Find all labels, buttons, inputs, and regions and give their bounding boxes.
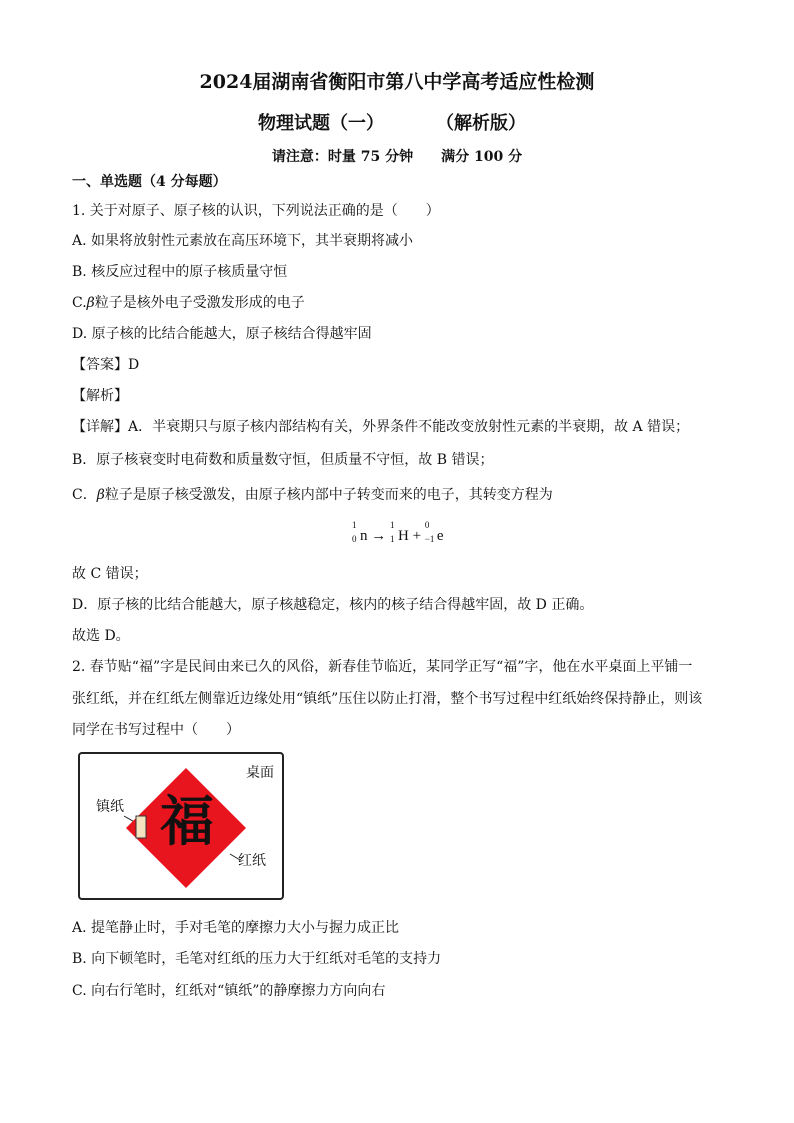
option-c-prefix: C. [72, 295, 87, 311]
question-1-option-a: A. 如果将放射性元素放在高压环境下，其半衰期将减小 [72, 233, 414, 249]
electron-symbol: e [436, 528, 444, 544]
beta-symbol: β [86, 295, 95, 311]
question-1-option-b: B. 核反应过程中的原子核质量守恒 [72, 264, 288, 280]
question-1-answer: 【答案】D [72, 357, 140, 373]
proton-symbol: H [398, 528, 409, 544]
section-title: 一、单选题（4 分每题） [72, 174, 227, 190]
question-1-stem: 1. 关于对原子、原子核的认识，下列说法正确的是（ ） [72, 203, 440, 219]
question-2-stem-line-1: 2. 春节贴“福”字是民间由来已久的风俗，新春佳节临近，某同学正写“福”字，他在水平桌面上平铺一 [72, 659, 693, 675]
proton-term [390, 520, 409, 545]
reaction-arrow: → [371, 528, 387, 544]
question-1-detail-d: D．原子核的比结合能越大，原子核越稳定，核内的核子结合得越牢固，故 D 正确。 [72, 597, 594, 613]
fu-character: 福 [160, 789, 214, 853]
neutron-mass-number: 1 [352, 520, 357, 530]
desk-figure [78, 752, 284, 900]
question-2-option-b: B. 向下顿笔时，毛笔对红纸的压力大于红纸对毛笔的支持力 [72, 951, 442, 967]
desk-label: 桌面 [246, 765, 274, 781]
paperweight-label: 镇纸 [96, 799, 124, 815]
exam-notice: 请注意：时量 75 分钟 满分 100 分 [271, 149, 523, 165]
question-1-option-c [72, 294, 305, 312]
decay-equation [352, 520, 444, 545]
proton-charge-number: 1 [390, 534, 395, 544]
question-1-option-d: D. 原子核的比结合能越大，原子核结合得越牢固 [72, 326, 372, 342]
electron-term [424, 520, 444, 545]
red-paper-label: 红纸 [238, 853, 266, 869]
proton-mass-number: 1 [390, 520, 395, 530]
question-2-option-c: C. 向右行笔时，红纸对“镇纸”的静摩擦力方向向右 [72, 983, 386, 999]
question-2-stem-line-3: 同学在书写过程中（ ） [72, 722, 240, 738]
question-2-stem-line-2: 张红纸，并在红纸左侧靠近边缘处用“镇纸”压住以防止打滑，整个书写过程中红纸始终保持静止，则该 [72, 691, 703, 707]
question-1-analysis-label: 【解析】 [72, 388, 128, 404]
question-1-detail-a: 【详解】A．半衰期只与原子核内部结构有关，外界条件不能改变放射性元素的半衰期，故 A 错误； [72, 419, 690, 435]
question-1-detail-c-end: 故 C 错误； [72, 566, 148, 582]
neutron-term [352, 520, 368, 545]
electron-charge-number: −1 [424, 534, 435, 544]
neutron-symbol: n [360, 528, 368, 544]
option-c-text: 粒子是核外电子受激发形成的电子 [94, 295, 305, 311]
document-version-label: （解析版） [436, 113, 526, 134]
red-paper-leader-line [230, 854, 240, 860]
question-2-option-a: A. 提笔静止时，手对毛笔的摩擦力大小与握力成正比 [72, 920, 400, 936]
question-1-detail-b: B．原子核衰变时电荷数和质量数守恒，但质量不守恒，故 B 错误； [72, 452, 494, 468]
question-1-detail-c [72, 486, 553, 504]
detail-c-text: 粒子是原子核受激发，由原子核内部中子转变而来的电子，其转变方程为 [104, 487, 553, 503]
detail-c-prefix: C． [72, 487, 97, 503]
electron-mass-number: 0 [424, 520, 430, 530]
plus-sign: + [412, 528, 422, 544]
beta-symbol: β [96, 487, 105, 503]
document-subtitle: 物理试题（一） [258, 113, 384, 134]
document-title: 2024届湖南省衡阳市第八中学高考适应性检测 [199, 71, 595, 93]
question-1-conclusion: 故选 D。 [72, 628, 130, 644]
paperweight-block [136, 816, 146, 838]
neutron-charge-number: 0 [352, 534, 357, 544]
